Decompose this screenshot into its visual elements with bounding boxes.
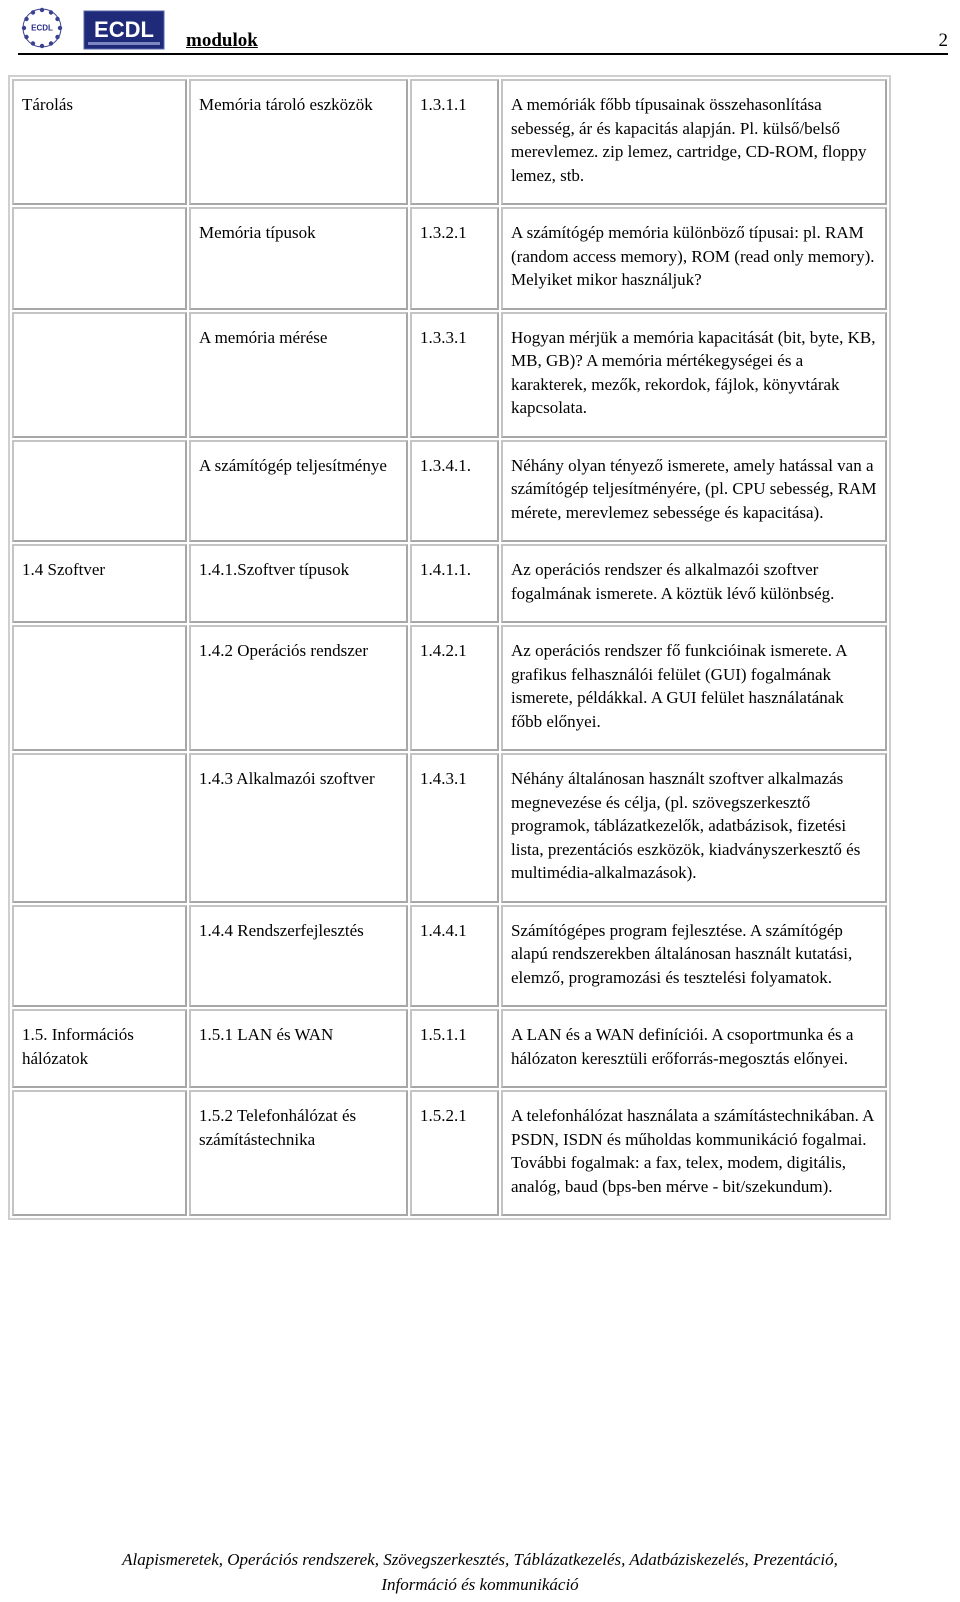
ecdl-logo bbox=[18, 3, 166, 60]
table-row bbox=[12, 753, 887, 903]
svg-text:ECDL: ECDL bbox=[31, 23, 53, 33]
ref-cell: 1.3.4.1. bbox=[410, 440, 499, 543]
topic-cell: 1.4.4 Rendszerfejlesztés bbox=[189, 905, 408, 1008]
ref-cell: 1.5.1.1 bbox=[410, 1009, 499, 1088]
module-cell bbox=[12, 207, 187, 310]
table-row bbox=[12, 1009, 887, 1088]
footer-line-1: Alapismeretek, Operációs rendszerek, Szövegszerkesztés, Táblázatkezelés, Adatbáziskezelés, Prezentáció, bbox=[122, 1550, 838, 1569]
module-cell bbox=[12, 440, 187, 543]
description-cell: A memóriák főbb típusainak összehasonlítása sebesség, ár és kapacitás alapján. Pl. külső/belső merevlemez. zip lemez, cartridge, CD-ROM, floppy lemez, stb. bbox=[501, 79, 887, 205]
header-rule bbox=[18, 53, 948, 55]
module-cell: 1.4 Szoftver bbox=[12, 544, 187, 623]
topic-cell: Memória tároló eszközök bbox=[189, 79, 408, 205]
table-row bbox=[12, 207, 887, 310]
topic-cell: 1.4.3 Alkalmazói szoftver bbox=[189, 753, 408, 903]
description-cell: Néhány olyan tényező ismerete, amely hatással van a számítógép teljesítményére, (pl. CPU sebesség, RAM mérete, merevlemez sebessége és kapacitása). bbox=[501, 440, 887, 543]
ref-cell: 1.4.2.1 bbox=[410, 625, 499, 751]
topic-cell: A memória mérése bbox=[189, 312, 408, 438]
description-cell: Néhány általánosan használt szoftver alkalmazás megnevezése és célja, (pl. szövegszerkesztő programok, táblázatkezelők, adatbázisok, fizetési lista, prezentációs eszközök, kiadványszerkesztő és multimédia-alkalmazások). bbox=[501, 753, 887, 903]
syllabus-table bbox=[8, 75, 891, 1220]
header-title: modulok bbox=[186, 30, 258, 51]
module-cell: 1.5. Információs hálózatok bbox=[12, 1009, 187, 1088]
table-row bbox=[12, 625, 887, 751]
description-cell: A telefonhálózat használata a számítástechnikában. A PSDN, ISDN és műholdas kommunikáció fogalmai. További fogalmak: a fax, telex, modem, digitális, analóg, baud (bps-ben mérve - bit/szekundum). bbox=[501, 1090, 887, 1216]
module-cell bbox=[12, 905, 187, 1008]
ref-cell: 1.3.2.1 bbox=[410, 207, 499, 310]
topic-cell: A számítógép teljesítménye bbox=[189, 440, 408, 543]
ref-cell: 1.4.3.1 bbox=[410, 753, 499, 903]
star-circle-icon bbox=[22, 8, 62, 48]
table-row bbox=[12, 905, 887, 1008]
module-cell bbox=[12, 753, 187, 903]
table-row bbox=[12, 312, 887, 438]
ref-cell: 1.4.1.1. bbox=[410, 544, 499, 623]
ref-cell: 1.5.2.1 bbox=[410, 1090, 499, 1216]
module-cell bbox=[12, 312, 187, 438]
footer-line-2: Információ és kommunikáció bbox=[381, 1575, 579, 1594]
description-cell: Számítógépes program fejlesztése. A számítógép alapú rendszerekben általánosan használt kutatási, elemző, programozási és tesztelési folyamatok. bbox=[501, 905, 887, 1008]
table-row bbox=[12, 79, 887, 205]
ref-cell: 1.4.4.1 bbox=[410, 905, 499, 1008]
ecdl-badge-icon bbox=[84, 11, 164, 49]
table-row bbox=[12, 440, 887, 543]
description-cell: A LAN és a WAN definíciói. A csoportmunka és a hálózaton keresztüli erőforrás-megosztás előnyei. bbox=[501, 1009, 887, 1088]
page-header bbox=[18, 0, 948, 58]
description-cell: Hogyan mérjük a memória kapacitását (bit, byte, KB, MB, GB)? A memória mértékegységei és a karakterek, mezők, rekordok, fájlok, könyvtárak kapcsolata. bbox=[501, 312, 887, 438]
module-cell bbox=[12, 1090, 187, 1216]
description-cell: Az operációs rendszer fő funkcióinak ismerete. A grafikus felhasználói felület (GUI) fogalmának ismerete, példákkal. A GUI felület használatának főbb előnyei. bbox=[501, 625, 887, 751]
description-cell: A számítógép memória különböző típusai: pl. RAM (random access memory), ROM (read only memory). Melyiket mikor használjuk? bbox=[501, 207, 887, 310]
page-number: 2 bbox=[938, 30, 948, 51]
page-footer bbox=[0, 1547, 960, 1597]
ref-cell: 1.3.3.1 bbox=[410, 312, 499, 438]
topic-cell: 1.5.2 Telefonhálózat és számítástechnika bbox=[189, 1090, 408, 1216]
svg-text:ECDL: ECDL bbox=[94, 17, 154, 42]
table-row bbox=[12, 544, 887, 623]
description-cell: Az operációs rendszer és alkalmazói szoftver fogalmának ismerete. A köztük lévő különbség. bbox=[501, 544, 887, 623]
topic-cell: 1.4.1.Szoftver típusok bbox=[189, 544, 408, 623]
module-cell: Tárolás bbox=[12, 79, 187, 205]
table-row bbox=[12, 1090, 887, 1216]
topic-cell: Memória típusok bbox=[189, 207, 408, 310]
topic-cell: 1.4.2 Operációs rendszer bbox=[189, 625, 408, 751]
ref-cell: 1.3.1.1 bbox=[410, 79, 499, 205]
module-cell bbox=[12, 625, 187, 751]
topic-cell: 1.5.1 LAN és WAN bbox=[189, 1009, 408, 1088]
